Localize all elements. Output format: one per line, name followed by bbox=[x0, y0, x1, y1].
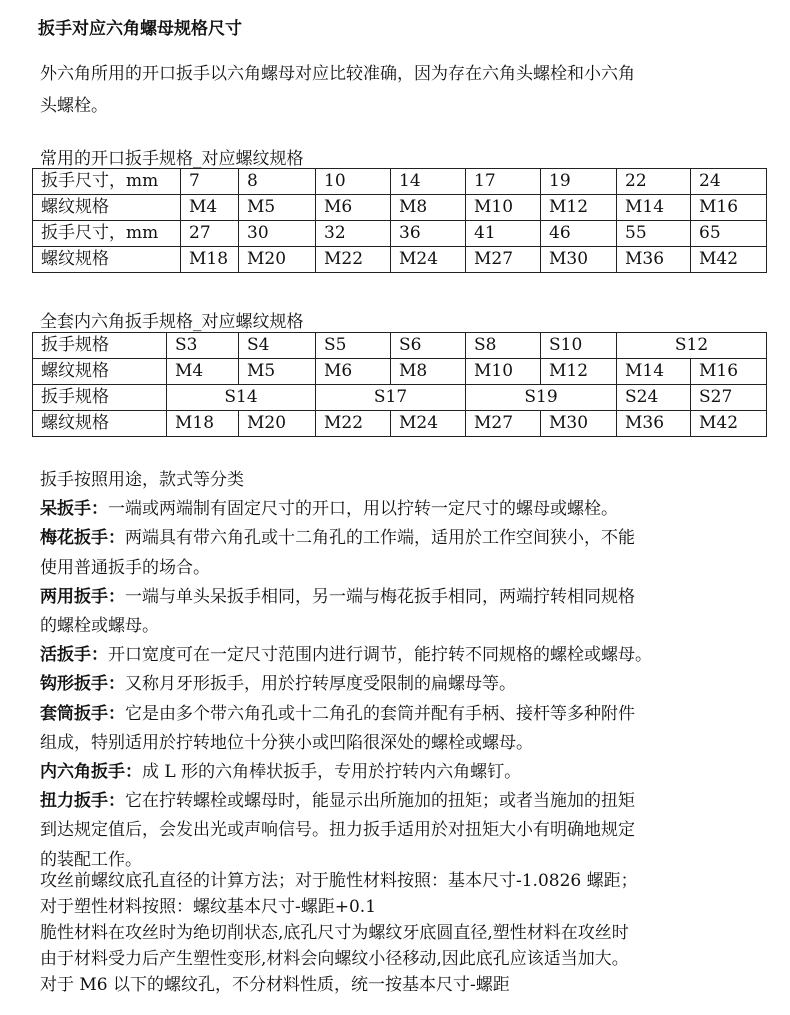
table-cell: S27 bbox=[691, 385, 767, 411]
table-cell: M6 bbox=[316, 195, 391, 221]
usage-desc: 一端或两端制有固定尺寸的开口，用以拧转一定尺寸的螺母或螺栓。 bbox=[108, 499, 618, 520]
table-row bbox=[33, 169, 767, 195]
tapping-line: 攻丝前螺纹底孔直径的计算方法；对于脆性材料按照：基本尺寸-1.0826 螺距； bbox=[40, 871, 638, 891]
usage-item-line bbox=[40, 787, 765, 816]
table-cell: 27 bbox=[181, 221, 239, 247]
table-cell: M10 bbox=[466, 359, 541, 385]
table-cell: 24 bbox=[691, 169, 767, 195]
table-cell: M4 bbox=[181, 195, 239, 221]
table-cell: S5 bbox=[316, 333, 391, 359]
table-cell: 17 bbox=[466, 169, 541, 195]
table-cell: M16 bbox=[691, 359, 767, 385]
usage-desc: 使用普通扳手的场合。 bbox=[40, 557, 210, 578]
usage-term: 扭力扳手： bbox=[40, 791, 125, 812]
table-row bbox=[33, 333, 767, 359]
table-cell: 46 bbox=[541, 221, 617, 247]
usage-desc: 到达规定值后，会发出光或声响信号。扭力扳手适用於对扭矩大小有明确地规定 bbox=[40, 820, 635, 841]
table-cell: M36 bbox=[617, 411, 691, 437]
table-cell: M12 bbox=[541, 359, 617, 385]
table-cell: S12 bbox=[617, 333, 767, 359]
usage-item-line bbox=[40, 612, 765, 641]
table-cell: S19 bbox=[466, 385, 617, 411]
table-cell: 螺纹规格 bbox=[33, 195, 181, 221]
table1-caption: 常用的开口扳手规格_对应螺纹规格 bbox=[40, 149, 304, 169]
tapping-line: 由于材料受力后产生塑性变形,材料会向螺纹小径移动,因此底孔应该适当加大。 bbox=[40, 949, 629, 969]
usage-item-line bbox=[40, 729, 765, 758]
table-cell: M14 bbox=[617, 195, 691, 221]
usage-desc: 开口宽度可在一定尺寸范围内进行调节，能拧转不同规格的螺栓或螺母。 bbox=[108, 645, 652, 666]
table-cell: 扳手尺寸，mm bbox=[33, 221, 181, 247]
table-cell: 扳手规格 bbox=[33, 333, 167, 359]
table-cell: S17 bbox=[316, 385, 466, 411]
usage-term: 套筒扳手： bbox=[40, 703, 125, 724]
table-cell: M5 bbox=[239, 359, 316, 385]
table-cell: 41 bbox=[466, 221, 541, 247]
usage-item-line bbox=[40, 495, 765, 524]
table-cell: M18 bbox=[167, 411, 239, 437]
usage-section bbox=[40, 466, 765, 875]
page-title: 扳手对应六角螺母规格尺寸 bbox=[38, 19, 242, 39]
table-cell: 36 bbox=[391, 221, 466, 247]
intro-paragraph bbox=[40, 58, 762, 122]
table-cell: 30 bbox=[239, 221, 316, 247]
tapping-line: 脆性材料在攻丝时为绝切削状态,底孔尺寸为螺纹牙底圆直径,塑性材料在攻丝时 bbox=[40, 923, 629, 943]
table-cell: 65 bbox=[691, 221, 767, 247]
usage-item-line bbox=[40, 641, 765, 670]
usage-desc: 两端具有带六角孔或十二角孔的工作端，适用於工作空间狭小，不能 bbox=[125, 528, 635, 549]
table-row bbox=[33, 411, 767, 437]
table-cell: M12 bbox=[541, 195, 617, 221]
intro-line-2: 头螺栓。 bbox=[40, 96, 108, 116]
hex-key-table bbox=[32, 332, 767, 437]
table-cell: S4 bbox=[239, 333, 316, 359]
table-cell: M16 bbox=[691, 195, 767, 221]
table-cell: M10 bbox=[466, 195, 541, 221]
usage-desc: 成 L 形的六角棒状扳手，专用於拧转内六角螺钉。 bbox=[142, 762, 522, 783]
table-cell: M42 bbox=[691, 411, 767, 437]
table-cell: S10 bbox=[541, 333, 617, 359]
usage-desc: 的螺栓或螺母。 bbox=[40, 616, 159, 637]
table-cell: M8 bbox=[391, 359, 466, 385]
tapping-section bbox=[40, 868, 765, 998]
table-cell: S6 bbox=[391, 333, 466, 359]
tapping-line: 对于塑性材料按照：螺纹基本尺寸-螺距+0.1 bbox=[40, 897, 377, 917]
table-cell: 55 bbox=[617, 221, 691, 247]
intro-line-1: 外六角所用的开口扳手以六角螺母对应比较准确，因为存在六角头螺栓和小六角 bbox=[40, 64, 635, 84]
table-cell: 螺纹规格 bbox=[33, 247, 181, 273]
usage-item-line bbox=[40, 670, 765, 699]
table-cell: 8 bbox=[239, 169, 316, 195]
table-cell: S3 bbox=[167, 333, 239, 359]
table-cell: M5 bbox=[239, 195, 316, 221]
usage-term: 呆扳手： bbox=[40, 499, 108, 520]
usage-heading: 扳手按照用途，款式等分类 bbox=[40, 470, 244, 490]
usage-item-line bbox=[40, 700, 765, 729]
table-cell: M30 bbox=[541, 247, 617, 273]
table-cell: 螺纹规格 bbox=[33, 411, 167, 437]
table-cell: M27 bbox=[466, 411, 541, 437]
usage-desc: 又称月牙形扳手，用於拧转厚度受限制的扁螺母等。 bbox=[125, 674, 516, 695]
table-cell: S14 bbox=[167, 385, 316, 411]
usage-desc: 一端与单头呆扳手相同，另一端与梅花扳手相同，两端拧转相同规格 bbox=[125, 586, 635, 607]
table-cell: M22 bbox=[316, 411, 391, 437]
usage-desc: 组成，特别适用於拧转地位十分狭小或凹陷很深处的螺栓或螺母。 bbox=[40, 732, 533, 753]
open-wrench-table bbox=[32, 168, 767, 273]
table-cell: M22 bbox=[316, 247, 391, 273]
usage-desc: 它在拧转螺栓或螺母时，能显示出所施加的扭矩；或者当施加的扭矩 bbox=[125, 791, 635, 812]
table-cell: M14 bbox=[617, 359, 691, 385]
table-row bbox=[33, 385, 767, 411]
table-cell: 7 bbox=[181, 169, 239, 195]
table-row bbox=[33, 359, 767, 385]
usage-term: 梅花扳手： bbox=[40, 528, 125, 549]
usage-desc: 的装配工作。 bbox=[40, 849, 142, 870]
table-cell: 螺纹规格 bbox=[33, 359, 167, 385]
table-cell: M24 bbox=[391, 247, 466, 273]
table-cell: M27 bbox=[466, 247, 541, 273]
table-cell: 19 bbox=[541, 169, 617, 195]
table2-caption: 全套内六角扳手规格_对应螺纹规格 bbox=[40, 312, 304, 332]
usage-term: 钩形扳手： bbox=[40, 674, 125, 695]
usage-item-line bbox=[40, 583, 765, 612]
table-cell: M20 bbox=[239, 247, 316, 273]
table-cell: M30 bbox=[541, 411, 617, 437]
usage-item-line bbox=[40, 524, 765, 553]
usage-desc: 它是由多个带六角孔或十二角孔的套筒并配有手柄、接杆等多种附件 bbox=[125, 703, 635, 724]
table-cell: M6 bbox=[316, 359, 391, 385]
table-cell: M42 bbox=[691, 247, 767, 273]
table-row bbox=[33, 195, 767, 221]
table-row bbox=[33, 221, 767, 247]
table-row bbox=[33, 247, 767, 273]
table-cell: 扳手尺寸，mm bbox=[33, 169, 181, 195]
table-cell: M8 bbox=[391, 195, 466, 221]
usage-item-line bbox=[40, 554, 765, 583]
table-cell: 32 bbox=[316, 221, 391, 247]
usage-item-line bbox=[40, 758, 765, 787]
table-cell: M24 bbox=[391, 411, 466, 437]
usage-term: 内六角扳手： bbox=[40, 762, 142, 783]
table-cell: M20 bbox=[239, 411, 316, 437]
table-cell: S8 bbox=[466, 333, 541, 359]
usage-term: 活扳手： bbox=[40, 645, 108, 666]
usage-term: 两用扳手： bbox=[40, 586, 125, 607]
tapping-line: 对于 M6 以下的螺纹孔，不分材料性质，统一按基本尺寸-螺距 bbox=[40, 975, 510, 995]
usage-item-line bbox=[40, 816, 765, 845]
table-cell: M4 bbox=[167, 359, 239, 385]
table-cell: M36 bbox=[617, 247, 691, 273]
table-cell: M18 bbox=[181, 247, 239, 273]
table-cell: 10 bbox=[316, 169, 391, 195]
table-cell: S24 bbox=[617, 385, 691, 411]
table-cell: 扳手规格 bbox=[33, 385, 167, 411]
table-cell: 14 bbox=[391, 169, 466, 195]
table-cell: 22 bbox=[617, 169, 691, 195]
